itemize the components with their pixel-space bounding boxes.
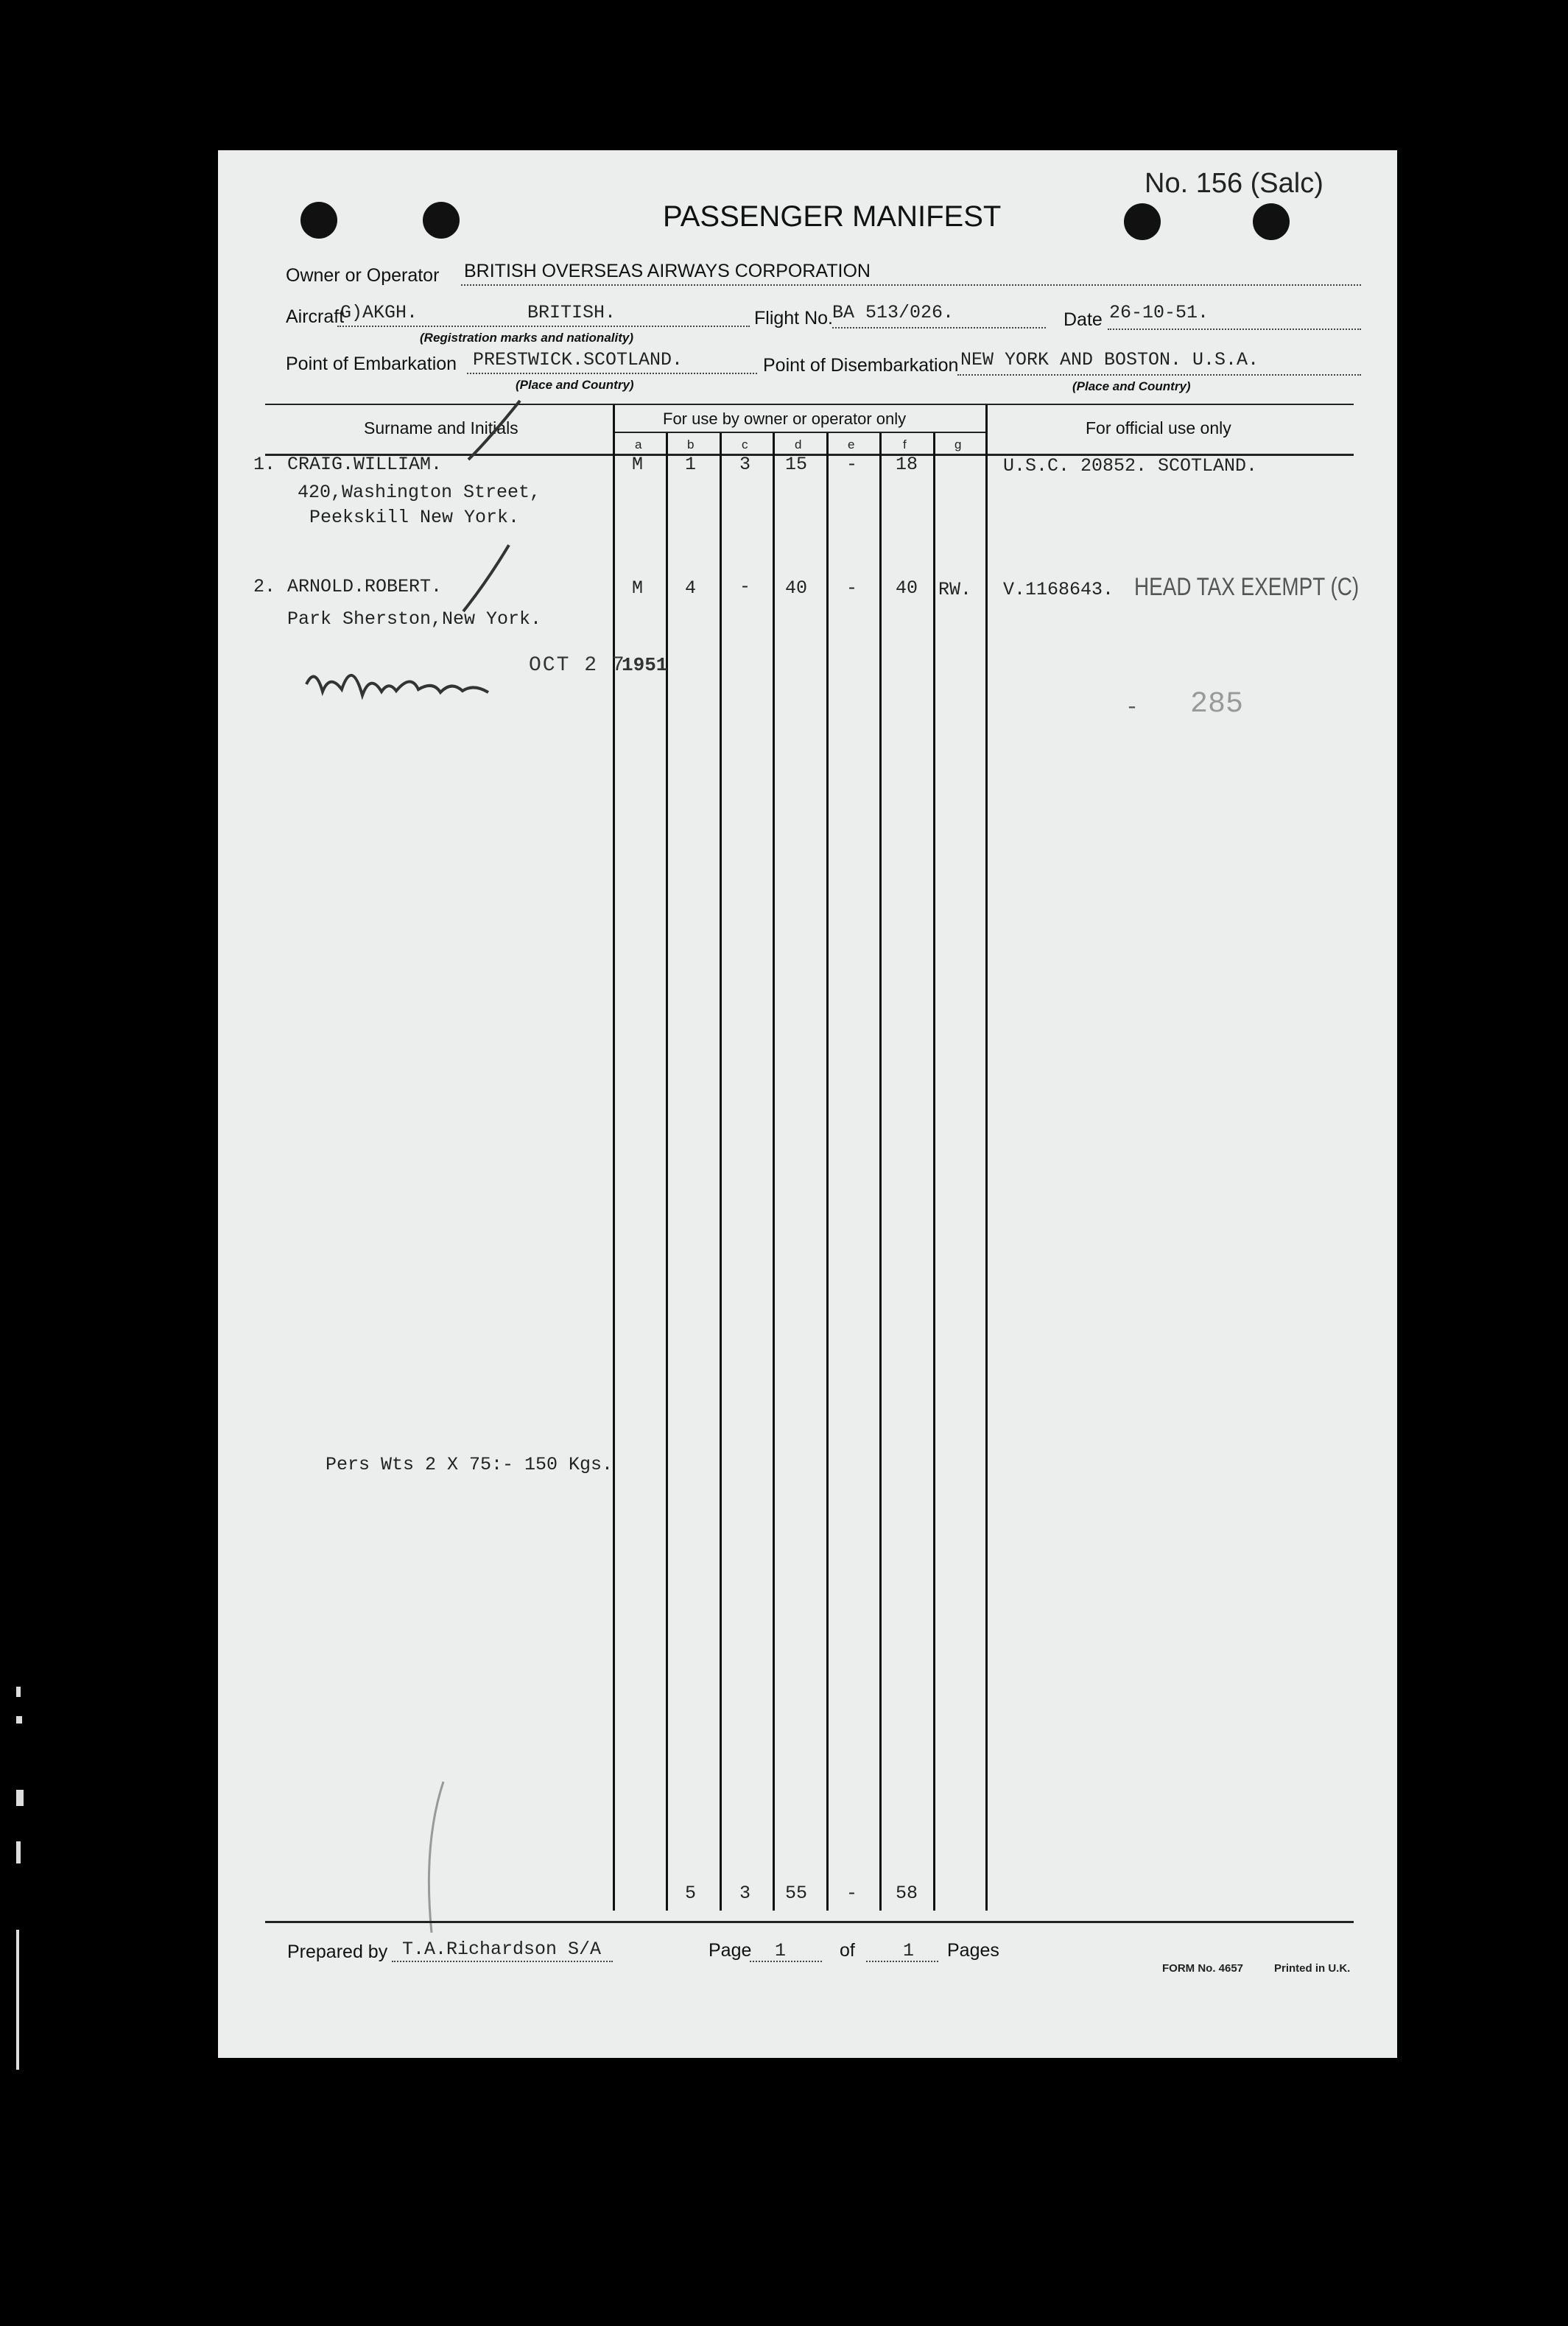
total-c: 3 [739, 1883, 751, 1904]
punch-hole [423, 202, 460, 239]
signature [300, 651, 499, 703]
cell-b: 4 [685, 577, 697, 599]
column-e-header: e [848, 438, 855, 452]
cell-b: 1 [685, 454, 697, 475]
total-b: 5 [685, 1883, 697, 1904]
column-g-header: g [954, 438, 962, 452]
aircraft-nationality: BRITISH. [527, 302, 616, 323]
column-d-header: d [795, 438, 802, 452]
owner-value: BRITISH OVERSEAS AIRWAYS CORPORATION [464, 261, 871, 281]
prepared-by-label: Prepared by [287, 1942, 388, 1962]
flight-number: BA 513/026. [832, 302, 954, 323]
pencil-mark [421, 1778, 451, 1940]
form-number-footer: FORM No. 4657 [1162, 1962, 1244, 1975]
page-title: PASSENGER MANIFEST [663, 200, 1002, 233]
column-b-header: b [687, 438, 695, 452]
cell-a: M [632, 454, 644, 475]
passenger-name: ARNOLD.ROBERT. [287, 576, 443, 597]
passenger-address: Park Sherston,New York. [287, 608, 542, 630]
stamp-dash: - [1125, 695, 1139, 720]
manifest-page [218, 150, 1397, 2058]
head-tax-stamp: HEAD TAX EXEMPT (C) [1134, 573, 1360, 601]
total-f: 58 [896, 1883, 918, 1904]
punch-hole [1253, 203, 1290, 240]
column-f-header: f [903, 438, 907, 452]
weights-note: Pers Wts 2 X 75:- 150 Kgs. [326, 1454, 614, 1475]
date-label: Date [1064, 309, 1103, 330]
form-number: No. 156 (Salc) [1145, 168, 1323, 199]
disembarkation-sublabel: (Place and Country) [1072, 379, 1191, 393]
total-e: - [846, 1883, 858, 1904]
printed-in: Printed in U.K. [1274, 1962, 1351, 1975]
passenger-number: 1. [253, 454, 276, 475]
cell-a: M [632, 577, 644, 599]
of-label: of [840, 1940, 855, 1961]
check-mark-icon [461, 393, 535, 467]
cell-e: - [846, 577, 858, 599]
disembarkation-value: NEW YORK AND BOSTON. U.S.A. [960, 349, 1259, 370]
aircraft-registration: G)AKGH. [340, 302, 418, 323]
cell-e: - [846, 454, 858, 475]
column-a-header: a [635, 438, 642, 452]
passenger-address: Peekskill New York. [309, 507, 520, 528]
film-edge-marks [16, 1687, 32, 2070]
column-c-header: c [742, 438, 748, 452]
cell-d: 40 [785, 577, 808, 599]
official-entry: U.S.C. 20852. SCOTLAND. [1003, 455, 1258, 477]
owner-use-header: For use by owner or operator only [663, 410, 907, 428]
punch-hole [300, 202, 337, 239]
owner-label: Owner or Operator [286, 265, 440, 286]
cell-f: 40 [896, 577, 918, 599]
date-value: 26-10-51. [1109, 302, 1209, 323]
cell-d: 15 [785, 454, 808, 475]
check-mark-icon [457, 538, 531, 619]
cell-f: 18 [896, 454, 918, 475]
page-number: 1 [775, 1940, 787, 1961]
cell-c: 3 [739, 454, 751, 475]
embarkation-sublabel: (Place and Country) [516, 378, 634, 392]
aircraft-label: Aircraft [286, 306, 345, 327]
cell-g: RW. [938, 579, 972, 600]
cell-c: - [739, 576, 751, 597]
passenger-address: 420,Washington Street, [298, 482, 541, 503]
date-stamp: OCT 2 7 [529, 654, 626, 677]
date-stamp-year: 1951 [622, 654, 668, 676]
passenger-number: 2. [253, 576, 276, 597]
embarkation-value: PRESTWICK.SCOTLAND. [473, 349, 683, 370]
flight-label: Flight No. [754, 308, 833, 328]
page-stamp-number: 285 [1190, 688, 1244, 721]
aircraft-sublabel: (Registration marks and nationality) [420, 331, 633, 345]
prepared-by-value: T.A.Richardson S/A [402, 1939, 602, 1960]
page-label: Page [709, 1940, 752, 1961]
total-pages: 1 [903, 1940, 915, 1961]
total-d: 55 [785, 1883, 808, 1904]
punch-hole [1124, 203, 1161, 240]
pages-label: Pages [947, 1940, 999, 1961]
passenger-name: CRAIG.WILLIAM. [287, 454, 443, 475]
embarkation-label: Point of Embarkation [286, 354, 457, 374]
official-use-header: For official use only [1086, 418, 1231, 438]
disembarkation-label: Point of Disembarkation [763, 355, 959, 376]
surname-header: Surname and Initials [364, 418, 518, 438]
official-entry: V.1168643. [1003, 579, 1114, 600]
